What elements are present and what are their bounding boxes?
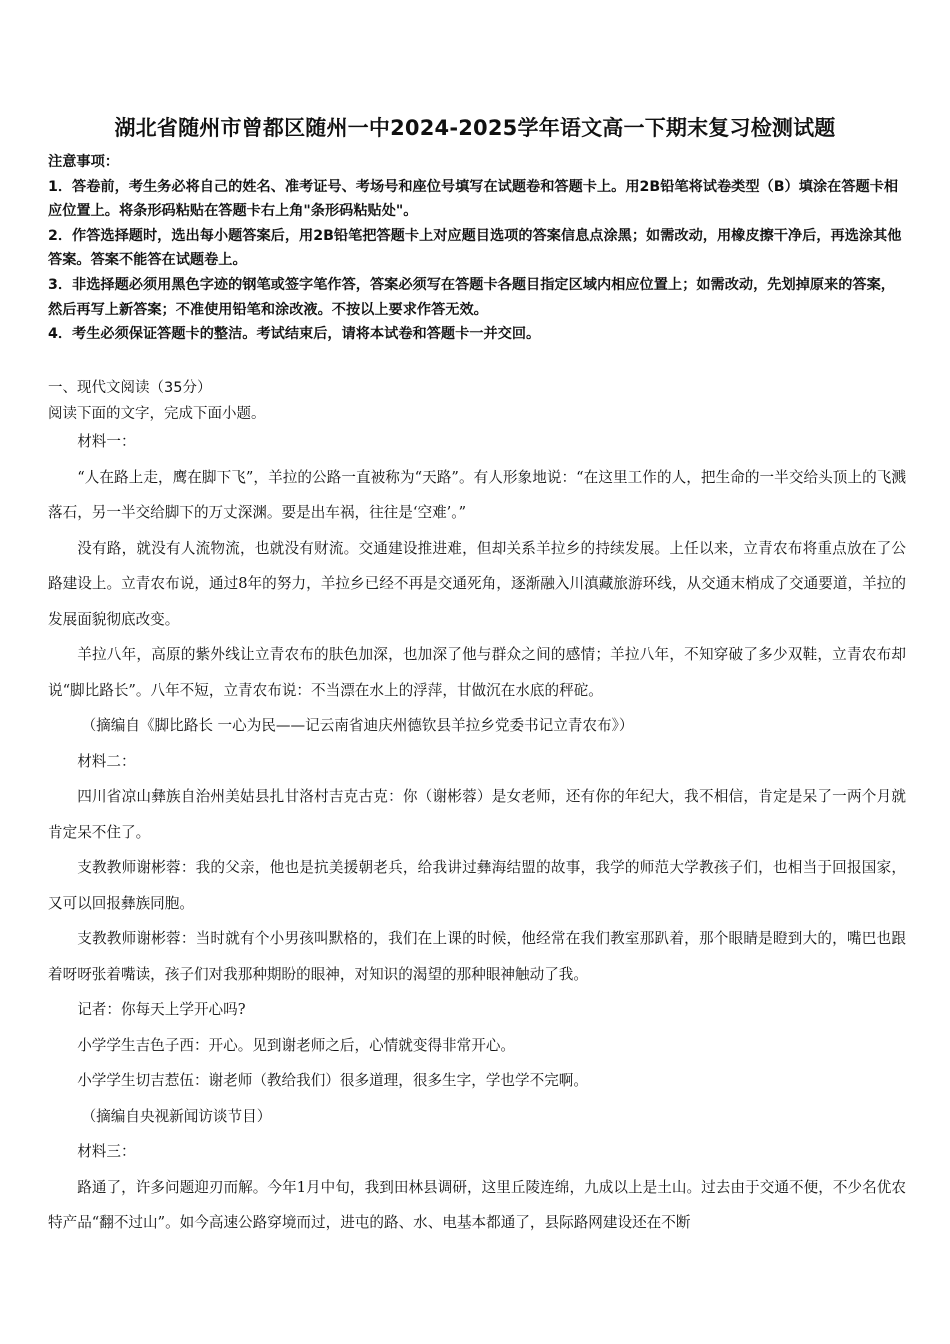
notice-item: 3．非选择题必须用黑色字迹的钢笔或签字笔作答，答案必须写在答题卡各题目指定区域内相应位置上；如需改动，先划掉原来的答案，然后再写上新答案；不准使用铅笔和涂改液。不按以上要求作答无效。 xyxy=(48,276,895,318)
section-instruction: 阅读下面的文字，完成下面小题。 xyxy=(48,406,266,422)
passage-paragraph: 支教教师谢彬蓉：我的父亲，他也是抗美援朝老兵，给我讲过彝海结盟的故事，我学的师范大学教孩子们，也相当于回报国家，又可以回报彝族同胞。 xyxy=(48,859,906,912)
passage-paragraph: 支教教师谢彬蓉：当时就有个小男孩叫默格的，我们在上课的时候，他经常在我们教室那趴着，那个眼睛是瞪到大的，嘴巴也跟着呀呀张着嘴读，孩子们对我那种期盼的眼神，对知识的渴望的那种眼神触动了我。 xyxy=(48,930,906,983)
section-heading: 一、现代文阅读（35分） xyxy=(48,380,212,396)
page-title: 湖北省随州市曾都区随州一中2024-2025学年语文高一下期末复习检测试题 xyxy=(114,116,836,140)
source-note: （摘编自《脚比路长 一心为民——记云南省迪庆州德钦县羊拉乡党委书记立青农布》） xyxy=(81,717,634,734)
notice-item: 1．答卷前，考生务必将自己的姓名、准考证号、考场号和座位号填写在试题卷和答题卡上。用2B铅笔将试卷类型（B）填涂在答题卡相应位置上。将条形码粘贴在答题卡右上角"条形码粘贴处"。 xyxy=(48,178,899,220)
material-label: 材料二： xyxy=(77,752,136,770)
passage-paragraph: 小学学生切吉惹伍：谢老师（教给我们）很多道理，很多生字，学也学不完啊。 xyxy=(77,1072,588,1089)
notice-item: 4．考生必须保证答题卡的整洁。考试结束后，请将本试卷和答题卡一并交回。 xyxy=(48,326,541,343)
passage-paragraph: 记者：你每天上学开心吗? xyxy=(77,1001,246,1018)
material-label: 材料一： xyxy=(77,433,136,450)
passage-paragraph: 路通了，许多问题迎刃而解。今年1月中旬，我到田林县调研，这里丘陵连绵，九成以上是土山。过去由于交通不便，不少名优农特产品“翻不过山”。如今高速公路穿境而过，进屯的路、水、电基本都通了，县际路网建设还在不断 xyxy=(48,1178,906,1231)
passage-paragraph: “人在路上走，鹰在脚下飞”，羊拉的公路一直被称为“天路”。有人形象地说：“在这里工作的人，把生命的一半交给头顶上的飞溅落石，另一半交给脚下的万丈深渊。要是出车祸，往往是‘空难’。” xyxy=(48,468,906,521)
notice-block xyxy=(48,150,908,347)
passage-paragraph: 羊拉八年，高原的紫外线让立青农布的肤色加深，也加深了他与群众之间的感情；羊拉八年，不知穿破了多少双鞋，立青农布却说“脚比路长”。八年不短，立青农布说：不当漂在水上的浮萍，甘做沉在水底的秤砣。 xyxy=(48,646,906,699)
passage-paragraph: 小学学生吉色子西：开心。见到谢老师之后，心情就变得非常开心。 xyxy=(77,1036,516,1054)
passage-paragraph: 四川省凉山彝族自治州美姑县扎甘洛村吉克古克：你（谢彬蓉）是女老师，还有你的年纪大，我不相信，肯定是呆了一两个月就肯定呆不住了。 xyxy=(48,788,906,841)
source-note: （摘编自央视新闻访谈节目） xyxy=(81,1107,272,1125)
notice-heading: 注意事项： xyxy=(48,154,119,170)
passage-paragraph: 没有路，就没有人流物流，也就没有财流。交通建设推进难，但却关系羊拉乡的持续发展。上任以来，立青农布将重点放在了公路建设上。立青农布说，通过8年的努力，羊拉乡已经不再是交通死角，逐渐融入川滇藏旅游环线，从交通末梢成了交通要道，羊拉的发展面貌彻底改变。 xyxy=(48,539,906,628)
notice-item: 2．作答选择题时，选出每小题答案后，用2B铅笔把答题卡上对应题目选项的答案信息点涂黑；如需改动，用橡皮擦干净后，再选涂其他答案。答案不能答在试题卷上。 xyxy=(48,227,902,269)
reading-passage xyxy=(48,424,906,1241)
material-label: 材料三： xyxy=(77,1143,136,1160)
